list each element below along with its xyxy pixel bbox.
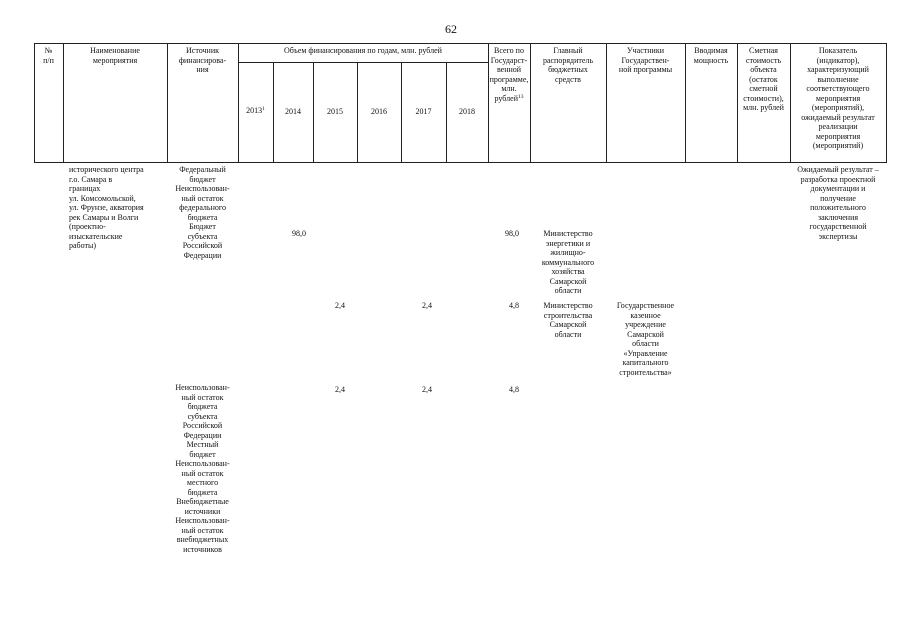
header-num: № п/п <box>43 46 54 65</box>
header-bottom-border <box>34 162 886 163</box>
header-capacity: Вводимая мощность <box>693 46 729 65</box>
header-year-2018: 2018 <box>459 107 475 116</box>
header-year-2013: 2013$^1$ <box>246 106 265 115</box>
header-total: Всего по Государст- венной программе, млн. рублей$^{13}$ <box>489 46 529 103</box>
header-year-2016: 2016 <box>371 107 387 116</box>
header-estimate: Сметная стоимость объекта (остаток сметной стоимости), млн. рублей <box>743 46 784 112</box>
header-funding-group: Объем финансирования по годам, млн. рублей <box>284 46 442 55</box>
header-year-2014: 2014 <box>285 107 301 116</box>
header-name: Наименование мероприятия <box>90 46 140 65</box>
row2-participant: Государственное казенное учреждение Самарской области «Управление капитального строительства» <box>616 301 675 377</box>
row3-2015: 2,4 <box>335 385 345 394</box>
header-participants: Участники Государствен- ной программы <box>618 46 673 74</box>
page-number: 62 <box>445 22 457 36</box>
row1-total: 98,0 <box>505 229 519 238</box>
expected-result: Ожидаемый результат – разработка проектной документации и получение положительного заключения государственной экспертизы <box>797 165 879 241</box>
row1-2014: 98,0 <box>292 229 306 238</box>
col-border <box>886 43 887 163</box>
funding-subheader-line <box>238 62 488 63</box>
sources-top: Федеральный бюджет Неиспользован- ный остаток федерального бюджета Бюджет субъекта Российской Федерации <box>175 165 230 260</box>
header-manager: Главный распорядитель бюджетных средств <box>542 46 594 84</box>
row2-2015: 2,4 <box>335 301 345 310</box>
header-source: Источник финансирова- ния <box>178 46 227 74</box>
row2-manager: Министерство строительства Самарской области <box>543 301 593 339</box>
footnote-mark: 1 <box>262 106 265 112</box>
event-name: исторического центра г.о. Самара в границах ул. Комсомольской, ул. Фрунзе, акватория рек Самары и Волги (проектно- изыскательские работы) <box>69 165 144 250</box>
footnote-mark: 13 <box>517 93 524 100</box>
header-year-2017: 2017 <box>415 107 432 116</box>
row2-total: 4,8 <box>509 301 519 310</box>
header-year-2015: 2015 <box>327 107 343 116</box>
col-border <box>238 43 239 163</box>
row3-total: 4,8 <box>509 385 519 394</box>
row3-2017: 2,4 <box>422 385 432 394</box>
table-top-border <box>34 43 886 44</box>
sources-bottom: Неиспользован- ный остаток бюджета субъекта Российской Федерации Местный бюджет Неиспользован- ный остаток местного бюджета Внебюджетные источники Неиспользован- ный остаток внебюджетных источников <box>175 383 230 554</box>
row1-manager: Министерство энергетики и жилищно- коммунального хозяйства Самарской области <box>541 229 595 295</box>
row2-2017: 2,4 <box>422 301 432 310</box>
header-indicator: Показатель (индикатор), характеризующий выполнение соответствующего мероприятия (мероприятий), ожидаемый результат реализации мероприятия (мероприятий) <box>801 46 875 150</box>
